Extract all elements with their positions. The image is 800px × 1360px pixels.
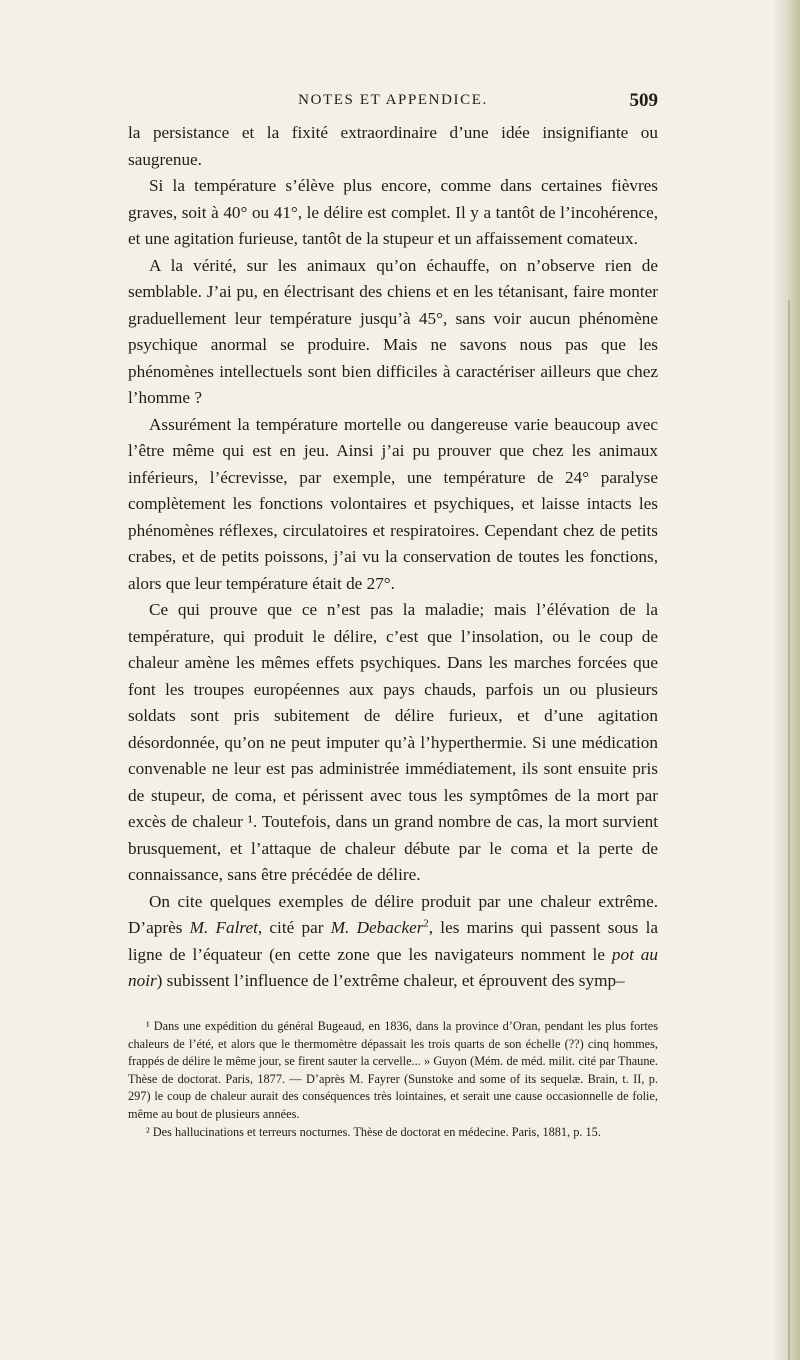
running-head: NOTES ET APPENDICE. <box>298 92 488 108</box>
footnote-2: ² Des hallucinations et terreurs nocturnes. Thèse de doctorat en médecine. Paris, 1881, p. 15. <box>146 1124 601 1139</box>
footnotes <box>128 1018 658 1141</box>
footnote-1: ¹ Dans une expédition du général Bugeaud, en 1836, dans la province d’Oran, pendant les plus fortes chaleurs de l’été, et alors que le thermomètre dépassait les trois quarts de son échelle (??) cinq hommes, frappés de délire le même jour, se firent sauter la cervelle... » Guyon (Mém. de méd. milit. cité par Thaune. Thèse de doctorat. Paris, 1877. — D’après M. Fayrer (Sunstoke and some of its sequelæ. Brain, t. II, p. 297) le coup de chaleur aurait des conséquences très lointaines, et serait une cause occasionnelle de folie, même au bout de plusieurs années. <box>128 1019 658 1121</box>
paragraph-3: A la vérité, sur les animaux qu’on échauffe, on n’observe rien de semblable. J’ai pu, en électrisant des chiens et en les tétanisant, faire monter graduellement leur température jusqu’à 45°, sans voir aucun phénomène psychique anormal se produire. Mais ne savons nous pas que les phénomènes intellectuels sont bien difficiles à caractériser ailleurs que chez l’homme ? <box>128 255 658 407</box>
paragraph-6 <box>128 889 658 995</box>
page-header <box>128 90 658 114</box>
author-falret: M. Falret <box>189 918 258 937</box>
footnote-ref-2: 2 <box>423 918 429 930</box>
paragraph-4: Assurément la température mortelle ou dangereuse varie beaucoup avec l’être même qui est en jeu. Ainsi j’ai pu prouver que chez les animaux inférieurs, l’écrevisse, par exemple, une température de 24° paralyse complètement les fonctions volontaires et psychiques, et laisse intacts les phénomènes réflexes, circulatoires et respiratoires. Cependant chez de petits crabes, et de petits poissons, j’ai vu la conservation de toutes les fonctions, alors que leur température était de 27°. <box>128 414 658 593</box>
paragraph-5: Ce qui prouve que ce n’est pas la maladie; mais l’élévation de la température, qui produit le délire, c’est que l’insolation, ou le coup de chaleur amène les mêmes effets psychiques. Dans les marches forcées que font les troupes européennes aux pays chauds, parfois un ou plusieurs soldats sont pris subitement de délire furieux, et d’une agitation désordonnée, qu’on ne peut imputer qu’à l’hyperthermie. Si une médication convenable ne leur est pas administrée immédiatement, ils sont ensuite pris de stupeur, de coma, et périssent avec tous les symptômes de la mort par excès de chaleur ¹. Toutefois, dans un grand nombre de cas, la mort survient brusquement, et l’attaque de chaleur débute par le coma et la perte de connaissance, sans être précédée de délire. <box>128 600 658 884</box>
paragraph-6-part-a: On cite quelques exemples de délire produit par une chaleur extrême. D’après <box>128 891 658 937</box>
author-debacker: M. Debacker <box>330 918 424 937</box>
body-text <box>128 120 658 995</box>
page-number: 509 <box>629 90 658 111</box>
paragraph-1: la persistance et la fixité extraordinaire d’une idée insignifiante ou saugrenue. <box>128 123 658 169</box>
paragraph-2: Si la température s’élève plus encore, comme dans certaines fièvres graves, soit à 40° ou 41°, le délire est complet. Il y a tantôt de l’incohérence, et une agitation furieuse, tantôt de la stupeur et un affaissement comateux. <box>128 176 658 248</box>
paragraph-6-part-d: ) subissent l’influence de l’extrême chaleur, et éprouvent des symp– <box>156 971 625 990</box>
paragraph-6-part-b: , cité par <box>257 918 331 937</box>
page-edge-shadow <box>772 0 800 1360</box>
page-edge-line <box>788 300 790 1360</box>
paragraph-6-part-c: , les marins qui passent sous la ligne de l’équateur (en cette zone que les navigateurs nomment le <box>128 918 659 964</box>
term-pot-au-noir: pot au noir <box>128 944 658 990</box>
